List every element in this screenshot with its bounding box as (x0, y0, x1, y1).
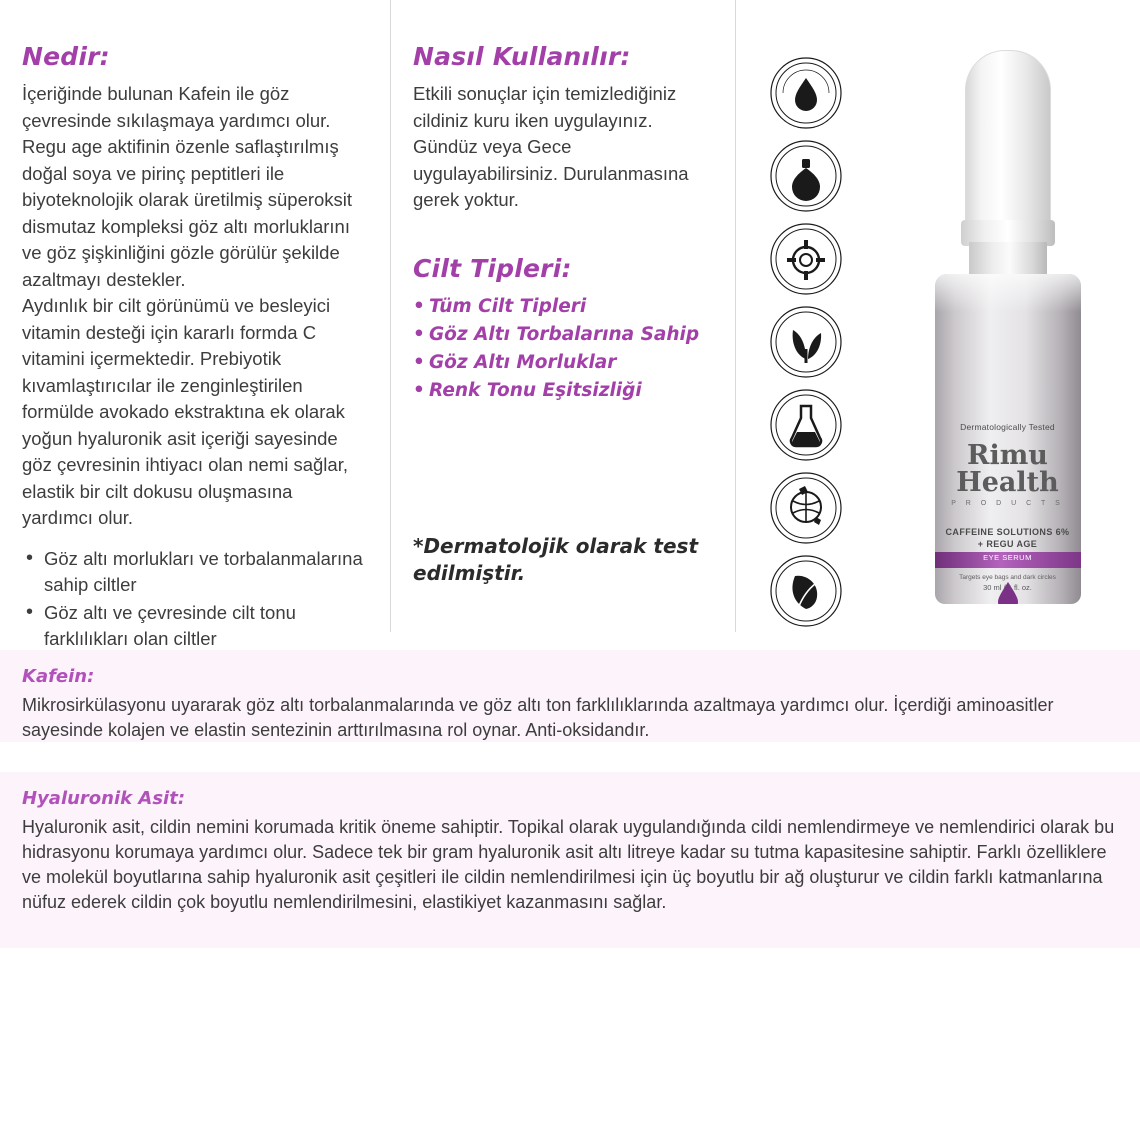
vegan-badge (769, 305, 843, 379)
silicone-free-badge (769, 222, 843, 296)
kafein-text: Mikrosirkülasyonu uyararak göz altı torbalanmalarında ve göz altı ton farklılıklarında azaltmaya yardımcı olur. İçerdiği aminoasitler sayesinde kolajen ve elastin sentezinin arttırılmasına rol oynar. Anti-oksidandır. (22, 695, 1054, 740)
bottle-volume: 30 ml / 1 fl. oz. (983, 583, 1032, 592)
sulfate-free-badge (769, 139, 843, 213)
column-kullanim (390, 0, 735, 632)
bottle-brand-sub: P R O D U C T S (951, 500, 1064, 507)
brand-line-2: Health (956, 467, 1059, 498)
serum-bottle (903, 50, 1113, 610)
list-item: • Göz altı morlukları ve torbalanmalarına sahip ciltler (22, 546, 368, 598)
variant-line-1: CAFFEINE SOLUTIONS 6% (945, 527, 1070, 537)
list-item: • Tüm Cilt Tipleri (413, 293, 717, 321)
eco-friendly-badge (769, 554, 843, 628)
cruelty-free-badge (769, 471, 843, 545)
bottle-derm-text: Dermatologically Tested (960, 422, 1055, 432)
nedir-paragraph-1: İçeriğinde bulunan Kafein ile göz çevresinde sıkılaşmaya yardımcı olur. Regu age aktifinin özenle saflaştırılmış doğal soya ve pirinç peptitleri ile biyoteknolojik olarak üretilmiş süperoksit dismutaz kompleksi göz altı morluklarını ve göz şişkinliğini gözle görülür şekilde azaltmayı destekler. (22, 83, 353, 290)
bottle-tagline: Targets eye bags and dark circles (959, 574, 1056, 581)
kullanim-heading: Nasıl Kullanılır: (413, 42, 631, 71)
cilt-tipleri-heading: Cilt Tipleri: (413, 253, 572, 283)
kullanim-paragraph: Etkili sonuçlar için temizlediğiniz cildiniz kuru iken uygulayınız. Gündüz veya Gece uygulayabilirsiniz. Durulanmasına gerek yoktur. (413, 83, 689, 210)
list-item: • Göz Altı Morluklar (413, 349, 717, 377)
bottle-band-label: EYE SERUM (983, 553, 1032, 562)
paraben-free-badge (769, 56, 843, 130)
list-item: • Renk Tonu Eşitsizliği (413, 377, 717, 405)
list-item: • Göz Altı Torbalarına Sahip (413, 321, 717, 349)
hyaluronik-text: Hyaluronik asit, cildin nemini korumada kritik öneme sahiptir. Topikal olarak uygulandığında cildi nemlendirmeye ve nemlendirici olarak bu hidrasyonu korumaya yardımcı olur. Sadece tek bir gram hyaluronik asit altı litreye kadar su tutma kapasitesine sahiptir. Farklı özelliklere ve molekül boyutlarına sahip hyaluronik asit çeşitleri ile cildin nemlendirilmesi için üç boyutlu bir ağ oluşturur ve cildin farklı katmanlarına nüfuz ederek cildin çok boyutlu nemlendirilmesini, elastikiyet kazanmasını sağlar. (22, 817, 1115, 912)
nedir-bullet-list (22, 546, 368, 652)
cilt-tipleri-list (413, 293, 717, 405)
variant-line-2: + REGU AGE (977, 539, 1038, 549)
column-nedir (0, 0, 390, 649)
dermatologically-tested-note: *Dermatolojik olarak test edilmiştir. (413, 533, 698, 585)
brand-line-1: Rimu (967, 440, 1048, 471)
ingredient-panel-hyaluronik (0, 772, 1140, 948)
dermatologically-tested-badge (769, 388, 843, 462)
nedir-heading: Nedir: (22, 42, 110, 71)
certification-badges (735, 0, 875, 632)
dropper-cap (965, 50, 1051, 228)
kafein-title: Kafein: (22, 666, 95, 687)
ingredient-panel-kafein (0, 650, 1140, 742)
bottle-neck (969, 242, 1047, 276)
bottle-body (935, 274, 1081, 604)
bottle-variant (935, 526, 1081, 550)
bottle-shine (935, 274, 1081, 312)
hyaluronik-title: Hyaluronik Asit: (22, 788, 186, 809)
nedir-paragraph-2: Aydınlık bir cilt görünümü ve besleyici vitamin desteği için kararlı formda C vitamini içermektedir. Prebiyotik kıvamlaştırıcılar ile zenginleştirilen formülde avokado ekstraktına ek olarak yoğun hyaluronik asit içeriği sayesinde göz çevresinin ihtiyacı olan nemi sağlar, elastik bir cilt dokusu oluşmasına yardımcı olur. (22, 295, 348, 528)
bottle-brand (935, 442, 1081, 496)
product-image (875, 0, 1140, 632)
list-item: • Göz altı ve çevresinde cilt tonu farklılıkları olan ciltler (22, 600, 368, 652)
